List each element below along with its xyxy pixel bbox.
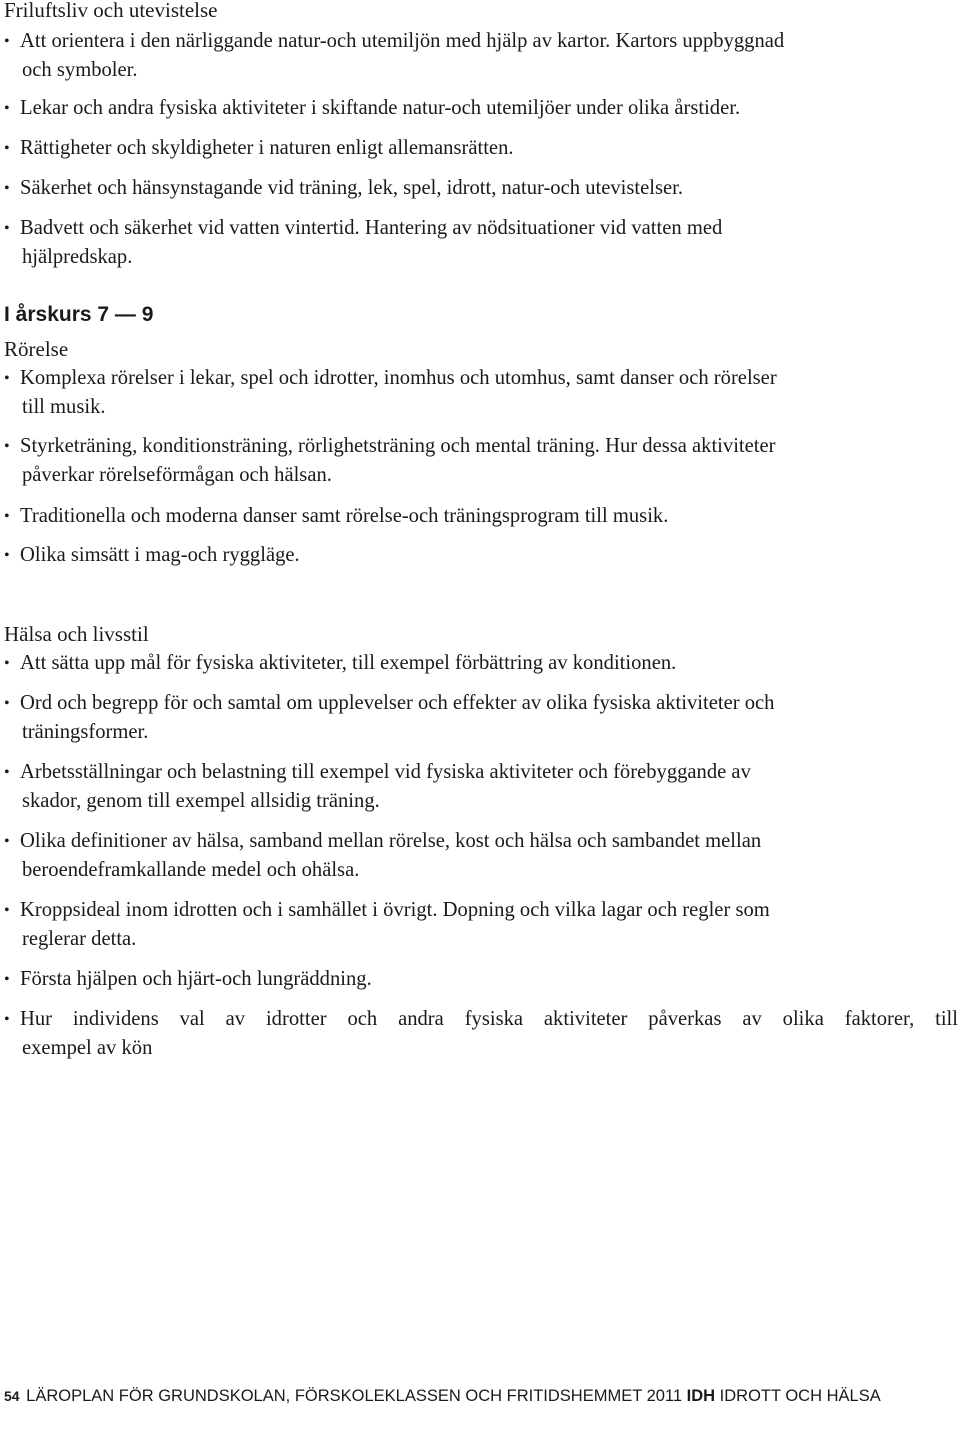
bullet: • [4,971,10,988]
list-item-text-cont: till musik. [22,396,106,418]
list-item-text: Hur individens val av idrotter och andra fysiska aktiviteter påverkas av olika faktorer, till [20,1008,958,1030]
list-item [4,896,958,954]
bullet: • [4,220,10,237]
list-item [4,134,958,163]
list-item-text: Badvett och säkerhet vid vatten vintertid. Hantering av nödsituationer vid vatten med [20,217,723,239]
bullet: • [4,180,10,197]
page-number: 54 [4,1388,20,1404]
section-heading-rorelse: Rörelse [4,337,69,361]
list-item-text: Första hjälpen och hjärt-och lungräddning. [20,968,372,990]
list-item-text: Olika definitioner av hälsa, samband mellan rörelse, kost och hälsa och sambandet mellan [20,830,762,852]
list-item-text: Styrketräning, konditionsträning, rörlighetsträning och mental träning. Hur dessa aktiviteter [20,435,776,457]
bullet: • [4,33,10,50]
bullet: • [4,655,10,672]
bullet: • [4,438,10,455]
list-item-text: Komplexa rörelser i lekar, spel och idrotter, inomhus och utomhus, samt danser och rörelser [20,367,777,389]
bullet: • [4,695,10,712]
list-item-text: Rättigheter och skyldigheter i naturen enligt allemansrätten. [20,137,514,159]
list-item-text-cont: reglerar detta. [22,928,137,950]
list-item-text-cont: och symboler. [22,59,138,81]
bullet: • [4,370,10,387]
list-item [4,649,958,678]
list-item-text: Säkerhet och hänsynstagande vid träning, lek, spel, idrott, natur-och utevistelser. [20,177,683,199]
list-item [4,1005,958,1063]
bullet: • [4,1011,10,1028]
list-item [4,541,958,570]
list-item [4,94,958,123]
list-item-text-cont: skador, genom till exempel allsidig träning. [22,790,380,812]
list-item [4,827,958,885]
grade-dash: — [114,303,136,326]
footer-subject-name: IDROTT OCH HÄLSA [719,1387,881,1405]
list-item [4,174,958,203]
list-item [4,364,958,422]
bullet: • [4,508,10,525]
list-item-text: Lekar och andra fysiska aktiviteter i skiftande natur-och utemiljöer under olika årstider. [20,97,741,119]
list-item [4,758,958,816]
bullet: • [4,100,10,117]
list-item [4,214,958,272]
section-heading-halsa: Hälsa och livsstil [4,622,149,646]
section-heading-friluftsliv: Friluftsliv och utevistelse [4,0,218,22]
list-item-text: Olika simsätt i mag-och ryggläge. [20,544,300,566]
list-item-text: Ord och begrepp för och samtal om upplevelser och effekter av olika fysiska aktiviteter och [20,692,775,714]
list-item [4,432,958,490]
list-item-text: Arbetsställningar och belastning till exempel vid fysiska aktiviteter och förebyggande av [20,761,751,783]
page-footer [4,1385,960,1408]
footer-title: LÄROPLAN FÖR GRUNDSKOLAN, FÖRSKOLEKLASSEN OCH FRITIDSHEMMET 2011 [26,1387,683,1405]
list-item-text: Att sätta upp mål för fysiska aktiviteter, till exempel förbättring av konditionen. [20,652,677,674]
list-item [4,965,958,994]
list-item-text: Traditionella och moderna danser samt rörelse-och träningsprogram till musik. [20,505,669,527]
list-item-text-cont: exempel av kön [22,1037,153,1059]
bullet: • [4,902,10,919]
bullet: • [4,547,10,564]
list-item-text-cont: hjälpredskap. [22,246,133,268]
list-item-text-cont: påverkar rörelseförmågan och hälsan. [22,464,332,486]
bullet: • [4,833,10,850]
list-item-text: Att orientera i den närliggande natur-och utemiljön med hjälp av kartor. Kartors uppbyggnad [20,30,785,52]
list-item [4,27,958,85]
grade-heading: I årskurs 7 — 9 [4,303,154,326]
bullet: • [4,764,10,781]
list-item [4,502,958,531]
list-item [4,689,958,747]
list-item-text: Kroppsideal inom idrotten och i samhället i övrigt. Dopning och vilka lagar och regler som [20,899,770,921]
list-item-text-cont: träningsformer. [22,721,149,743]
bullet: • [4,140,10,157]
list-item-text-cont: beroendeframkallande medel och ohälsa. [22,859,360,881]
footer-subject-code: IDH [686,1387,716,1405]
